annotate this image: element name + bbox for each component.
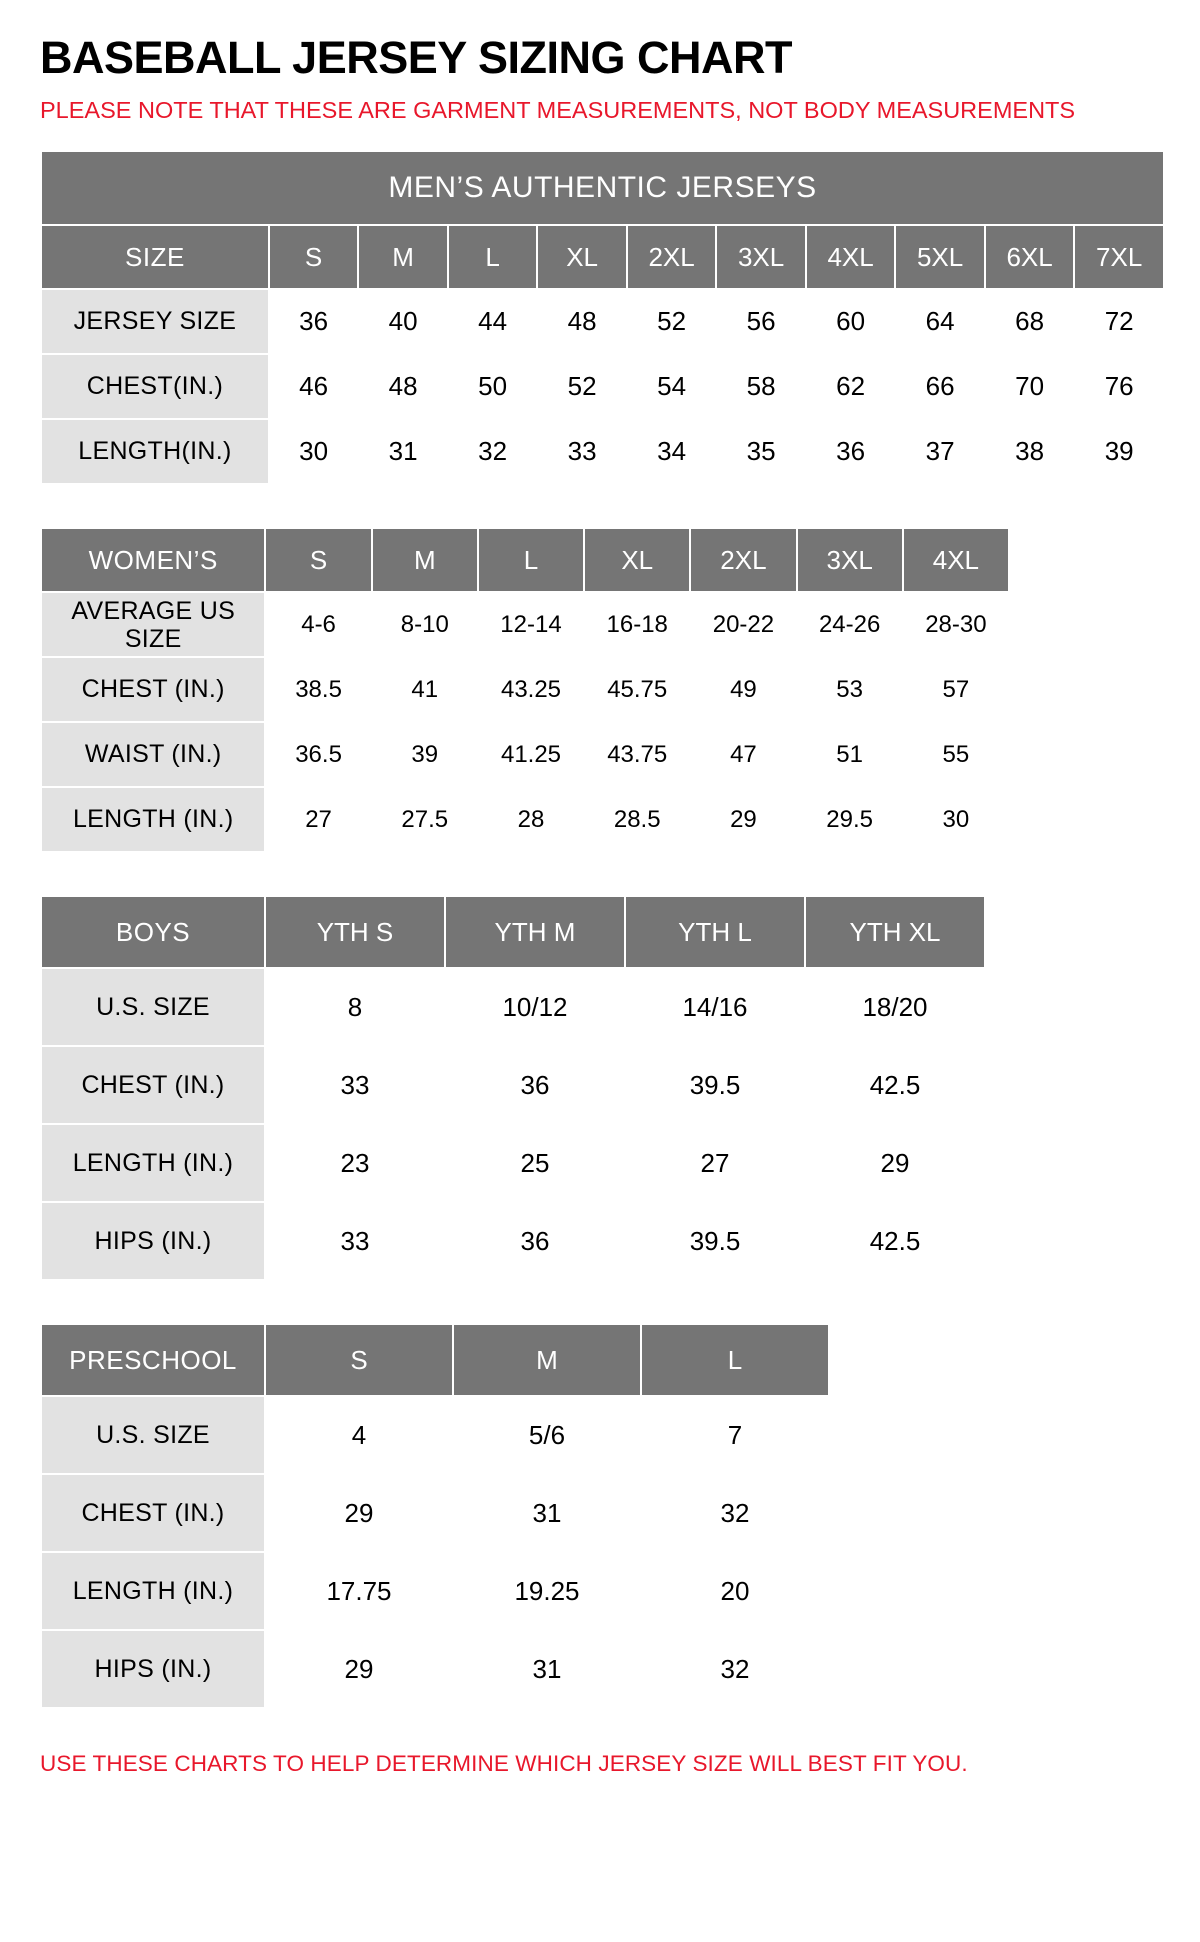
measurement-note: PLEASE NOTE THAT THESE ARE GARMENT MEASUREMENTS, NOT BODY MEASUREMENTS [40, 97, 1076, 124]
col-header: M [453, 1324, 641, 1396]
col-header: L [641, 1324, 829, 1396]
table-cell: 17.75 [265, 1552, 453, 1630]
table-cell: 32 [641, 1474, 829, 1552]
row-label: CHEST (IN.) [41, 1474, 265, 1552]
table-row [41, 1046, 985, 1124]
table-cell: 31 [358, 419, 448, 484]
table-row [41, 419, 1164, 484]
table-row [41, 354, 1164, 419]
table-header-row [41, 1324, 829, 1396]
table-cell: 5/6 [453, 1396, 641, 1474]
table-cell: 20 [641, 1552, 829, 1630]
table-row [41, 722, 1009, 787]
table-cell: 36.5 [265, 722, 371, 787]
table-cell: 20-22 [690, 592, 796, 657]
col-header: 7XL [1074, 225, 1164, 289]
col-header: YTH S [265, 896, 445, 968]
row-label: U.S. SIZE [41, 968, 265, 1046]
table-row [41, 968, 985, 1046]
table-cell: 48 [537, 289, 627, 354]
col-header: M [372, 528, 478, 592]
row-label: CHEST (IN.) [41, 1046, 265, 1124]
table-cell: 62 [806, 354, 896, 419]
table-row [41, 1474, 829, 1552]
table-cell: 43.75 [584, 722, 690, 787]
table-cell: 41.25 [478, 722, 584, 787]
table-cell: 51 [797, 722, 903, 787]
row-label: AVERAGE US SIZE [41, 592, 265, 657]
table-cell: 36 [445, 1046, 625, 1124]
table-cell: 24-26 [797, 592, 903, 657]
table-cell: 40 [358, 289, 448, 354]
table-cell: 45.75 [584, 657, 690, 722]
row-label: WAIST (IN.) [41, 722, 265, 787]
table-row [41, 1396, 829, 1474]
table-cell: 52 [537, 354, 627, 419]
table-header-row [41, 528, 1009, 592]
table-cell: 76 [1074, 354, 1164, 419]
table-row [41, 1630, 829, 1708]
table-cell: 37 [895, 419, 985, 484]
table-cell: 54 [627, 354, 717, 419]
table-cell: 29 [265, 1630, 453, 1708]
table-cell: 30 [269, 419, 359, 484]
table-cell: 12-14 [478, 592, 584, 657]
table-cell: 25 [445, 1124, 625, 1202]
table-cell: 48 [358, 354, 448, 419]
col-header: 3XL [797, 528, 903, 592]
table-cell: 34 [627, 419, 717, 484]
row-label: U.S. SIZE [41, 1396, 265, 1474]
table-cell: 32 [641, 1630, 829, 1708]
col-header: PRESCHOOL [41, 1324, 265, 1396]
row-label: CHEST (IN.) [41, 657, 265, 722]
table-cell: 27 [265, 787, 371, 852]
table-cell: 28.5 [584, 787, 690, 852]
col-header: YTH XL [805, 896, 985, 968]
table-cell: 10/12 [445, 968, 625, 1046]
row-label: HIPS (IN.) [41, 1630, 265, 1708]
row-label: HIPS (IN.) [41, 1202, 265, 1280]
table-cell: 29 [265, 1474, 453, 1552]
col-header: 6XL [985, 225, 1075, 289]
table-cell: 38.5 [265, 657, 371, 722]
table-cell: 39 [1074, 419, 1164, 484]
table-cell: 36 [269, 289, 359, 354]
col-header: 5XL [895, 225, 985, 289]
table-cell: 64 [895, 289, 985, 354]
mens-sizing-table [40, 150, 1165, 485]
table-cell: 4-6 [265, 592, 371, 657]
table-cell: 47 [690, 722, 796, 787]
col-header: M [358, 225, 448, 289]
col-header: BOYS [41, 896, 265, 968]
table-cell: 60 [806, 289, 896, 354]
row-label: CHEST(IN.) [41, 354, 269, 419]
preschool-sizing-table [40, 1323, 830, 1709]
table-row [41, 1552, 829, 1630]
table-cell: 68 [985, 289, 1075, 354]
table-cell: 36 [445, 1202, 625, 1280]
table-row [41, 289, 1164, 354]
col-header: XL [537, 225, 627, 289]
table-cell: 4 [265, 1396, 453, 1474]
col-header: S [269, 225, 359, 289]
table-cell: 18/20 [805, 968, 985, 1046]
table-cell: 29 [805, 1124, 985, 1202]
col-header: 3XL [716, 225, 806, 289]
table-cell: 31 [453, 1474, 641, 1552]
table-cell: 16-18 [584, 592, 690, 657]
col-header: XL [584, 528, 690, 592]
footer-note: USE THESE CHARTS TO HELP DETERMINE WHICH JERSEY SIZE WILL BEST FIT YOU. [40, 1751, 968, 1777]
table-cell: 66 [895, 354, 985, 419]
womens-sizing-table [40, 527, 1010, 853]
table-cell: 29 [690, 787, 796, 852]
row-label: LENGTH (IN.) [41, 787, 265, 852]
table-cell: 44 [448, 289, 538, 354]
col-header: YTH L [625, 896, 805, 968]
table-cell: 39.5 [625, 1202, 805, 1280]
table-row [41, 1202, 985, 1280]
table-row [41, 592, 1009, 657]
table-cell: 23 [265, 1124, 445, 1202]
table-cell: 56 [716, 289, 806, 354]
table-cell: 8 [265, 968, 445, 1046]
col-header: 2XL [690, 528, 796, 592]
mens-banner: MEN’S AUTHENTIC JERSEYS [41, 151, 1164, 225]
table-cell: 14/16 [625, 968, 805, 1046]
table-cell: 33 [265, 1202, 445, 1280]
table-cell: 55 [903, 722, 1009, 787]
col-header: 4XL [806, 225, 896, 289]
table-cell: 42.5 [805, 1202, 985, 1280]
table-cell: 19.25 [453, 1552, 641, 1630]
table-cell: 57 [903, 657, 1009, 722]
table-cell: 7 [641, 1396, 829, 1474]
table-cell: 27.5 [372, 787, 478, 852]
page-title: BASEBALL JERSEY SIZING CHART [40, 32, 792, 83]
col-header: 4XL [903, 528, 1009, 592]
col-header: WOMEN’S [41, 528, 265, 592]
table-row [41, 787, 1009, 852]
col-header: S [265, 528, 371, 592]
table-header-row [41, 225, 1164, 289]
table-cell: 39.5 [625, 1046, 805, 1124]
boys-sizing-table [40, 895, 986, 1281]
table-cell: 50 [448, 354, 538, 419]
table-row [41, 1124, 985, 1202]
table-cell: 31 [453, 1630, 641, 1708]
table-cell: 49 [690, 657, 796, 722]
table-cell: 58 [716, 354, 806, 419]
row-label: LENGTH (IN.) [41, 1124, 265, 1202]
table-cell: 53 [797, 657, 903, 722]
col-header: S [265, 1324, 453, 1396]
table-cell: 46 [269, 354, 359, 419]
table-cell: 33 [537, 419, 627, 484]
table-cell: 35 [716, 419, 806, 484]
col-header: L [448, 225, 538, 289]
table-cell: 33 [265, 1046, 445, 1124]
col-header: YTH M [445, 896, 625, 968]
table-header-row [41, 896, 985, 968]
table-cell: 41 [372, 657, 478, 722]
table-cell: 28 [478, 787, 584, 852]
table-cell: 32 [448, 419, 538, 484]
row-label: JERSEY SIZE [41, 289, 269, 354]
table-cell: 30 [903, 787, 1009, 852]
table-row [41, 657, 1009, 722]
row-label: LENGTH (IN.) [41, 1552, 265, 1630]
table-cell: 8-10 [372, 592, 478, 657]
table-cell: 72 [1074, 289, 1164, 354]
col-header: 2XL [627, 225, 717, 289]
table-cell: 52 [627, 289, 717, 354]
table-cell: 28-30 [903, 592, 1009, 657]
table-cell: 43.25 [478, 657, 584, 722]
table-banner-row [41, 151, 1164, 225]
table-cell: 70 [985, 354, 1075, 419]
col-header: L [478, 528, 584, 592]
col-header: SIZE [41, 225, 269, 289]
table-cell: 42.5 [805, 1046, 985, 1124]
table-cell: 38 [985, 419, 1075, 484]
row-label: LENGTH(IN.) [41, 419, 269, 484]
table-cell: 27 [625, 1124, 805, 1202]
table-cell: 36 [806, 419, 896, 484]
table-cell: 29.5 [797, 787, 903, 852]
table-cell: 39 [372, 722, 478, 787]
